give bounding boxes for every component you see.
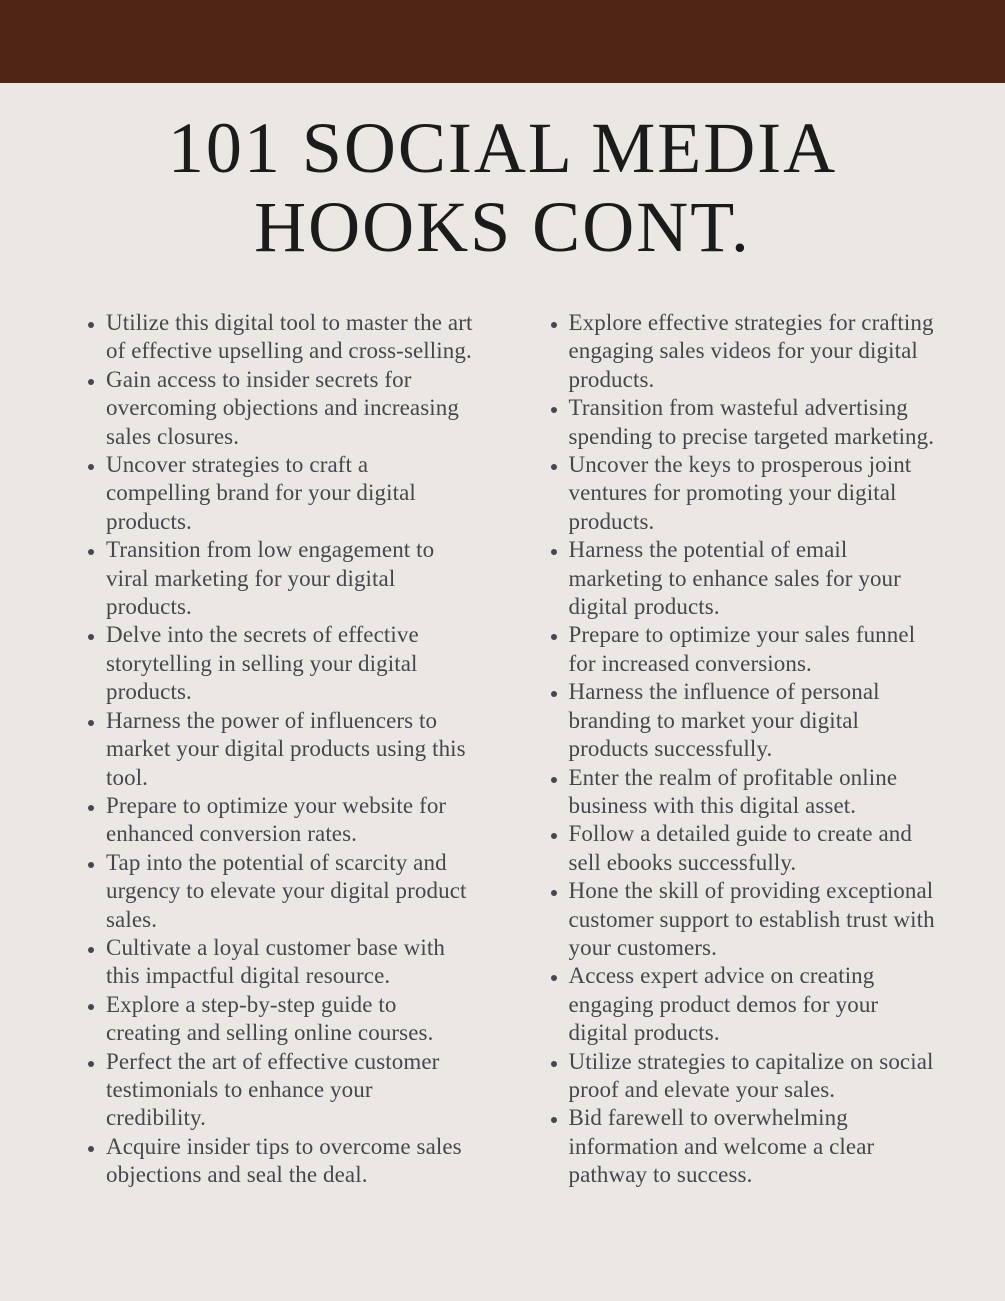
list-item: • Acquire insider tips to overcome sales objections and seal the deal.: [106, 1133, 477, 1190]
list-item: • Access expert advice on creating engaging product demos for your digital products.: [569, 962, 940, 1047]
list-item: • Harness the potential of email marketing to enhance sales for your digital products.: [569, 536, 940, 621]
list-item: • Hone the skill of providing exceptional customer support to establish trust with your customers.: [569, 877, 940, 962]
list-item: • Harness the influence of personal branding to market your digital products successfully.: [569, 678, 940, 763]
top-banner: [0, 0, 1005, 83]
list-item: • Explore a step-by-step guide to creating and selling online courses.: [106, 991, 477, 1048]
list-item: • Enter the realm of profitable online business with this digital asset.: [569, 764, 940, 821]
list-item: • Delve into the secrets of effective storytelling in selling your digital products.: [106, 621, 477, 706]
list-item: • Utilize strategies to capitalize on social proof and elevate your sales.: [569, 1048, 940, 1105]
list-item: • Utilize this digital tool to master the art of effective upselling and cross-selling.: [106, 309, 477, 366]
list-item: • Transition from wasteful advertising spending to precise targeted marketing.: [569, 394, 940, 451]
list-item: • Uncover the keys to prosperous joint ventures for promoting your digital products.: [569, 451, 940, 536]
page-title: [0, 109, 1005, 267]
hooks-columns: [0, 267, 1005, 1190]
list-item: • Uncover strategies to craft a compelling brand for your digital products.: [106, 451, 477, 536]
list-item: • Bid farewell to overwhelming information and welcome a clear pathway to success.: [569, 1104, 940, 1189]
list-item: • Tap into the potential of scarcity and urgency to elevate your digital product sales.: [106, 849, 477, 934]
list-item: • Follow a detailed guide to create and sell ebooks successfully.: [569, 820, 940, 877]
hooks-list-right: [555, 309, 940, 1190]
page-title-line-2: HOOKS CONT.: [254, 187, 751, 267]
hooks-column-right: [533, 309, 940, 1190]
hooks-column-left: [70, 309, 477, 1190]
hooks-list-left: [92, 309, 477, 1190]
list-item: • Perfect the art of effective customer testimonials to enhance your credibility.: [106, 1048, 477, 1133]
list-item: • Cultivate a loyal customer base with this impactful digital resource.: [106, 934, 477, 991]
list-item: • Harness the power of influencers to market your digital products using this tool.: [106, 707, 477, 792]
list-item: • Gain access to insider secrets for overcoming objections and increasing sales closures.: [106, 366, 477, 451]
page-title-line-1: 101 SOCIAL MEDIA: [167, 108, 838, 188]
list-item: • Transition from low engagement to viral marketing for your digital products.: [106, 536, 477, 621]
list-item: • Prepare to optimize your sales funnel for increased conversions.: [569, 621, 940, 678]
list-item: • Explore effective strategies for crafting engaging sales videos for your digital products.: [569, 309, 940, 394]
list-item: • Prepare to optimize your website for enhanced conversion rates.: [106, 792, 477, 849]
